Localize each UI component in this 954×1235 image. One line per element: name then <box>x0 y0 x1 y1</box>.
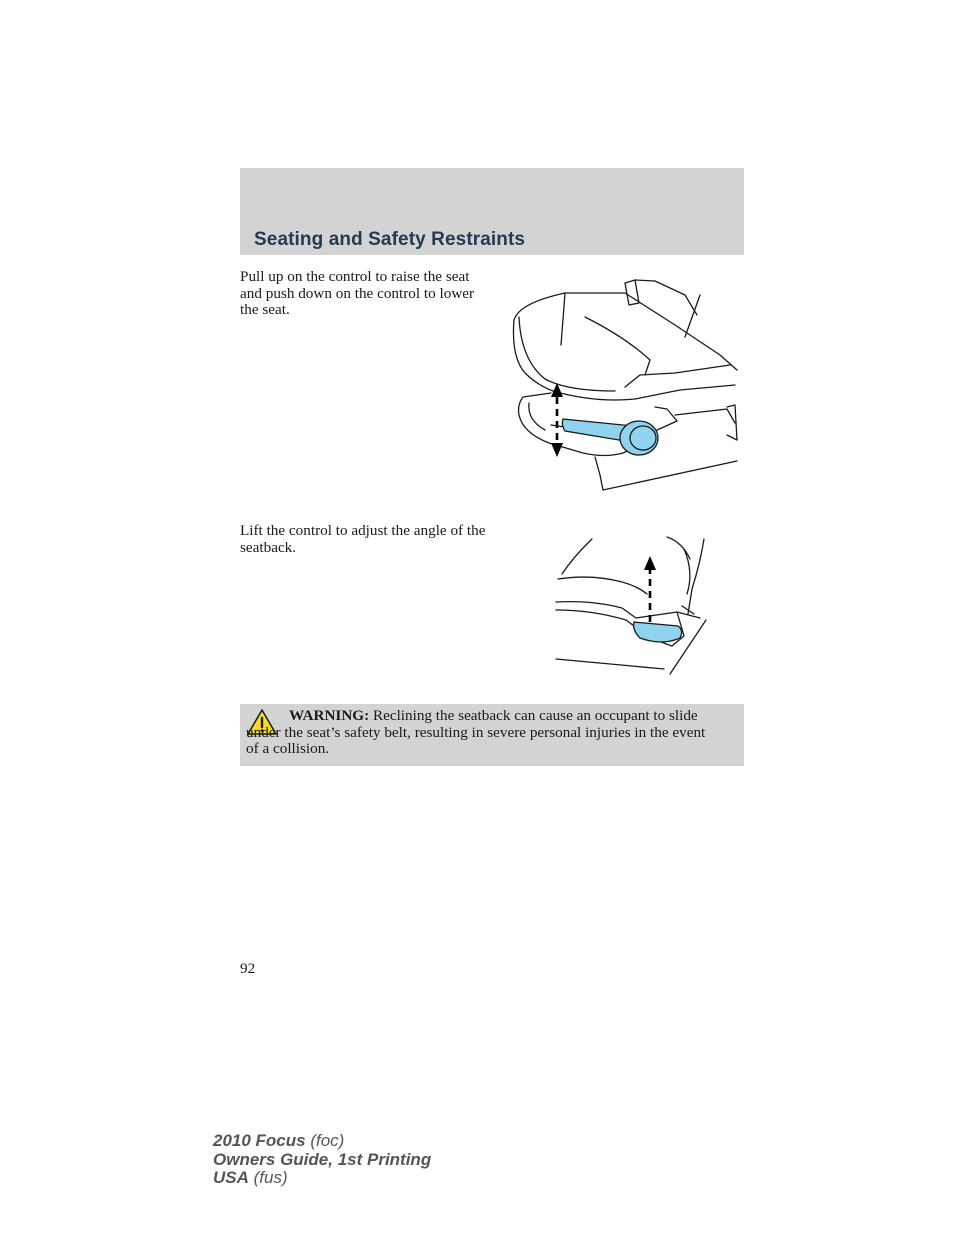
warning-text <box>246 708 716 758</box>
warning-box <box>240 704 744 766</box>
section-header <box>240 168 744 255</box>
footer-line-1: 2010 Focus (foc) <box>213 1131 345 1150</box>
footer-line-3: USA (fus) <box>213 1168 288 1187</box>
seat-height-illustration <box>505 275 740 497</box>
seatback-instructions: Lift the control to adjust the angle of the seatback. <box>240 522 486 556</box>
page-number: 92 <box>240 960 256 977</box>
section-title: Seating and Safety Restraints <box>254 229 526 250</box>
seat-height-instructions: Pull up on the control to raise the seat and push down on the control to lower the seat. <box>240 268 475 319</box>
footer-line-2: Owners Guide, 1st Printing <box>213 1149 432 1169</box>
warning-label: WARNING: <box>289 707 370 724</box>
document-footer <box>213 1132 431 1188</box>
seatback-recline-illustration <box>552 534 712 676</box>
warning-body: Reclining the seatback can cause an occupant to slide under the seat’s safety belt, resulting in severe personal injuries in the event of a collision. <box>246 707 706 758</box>
